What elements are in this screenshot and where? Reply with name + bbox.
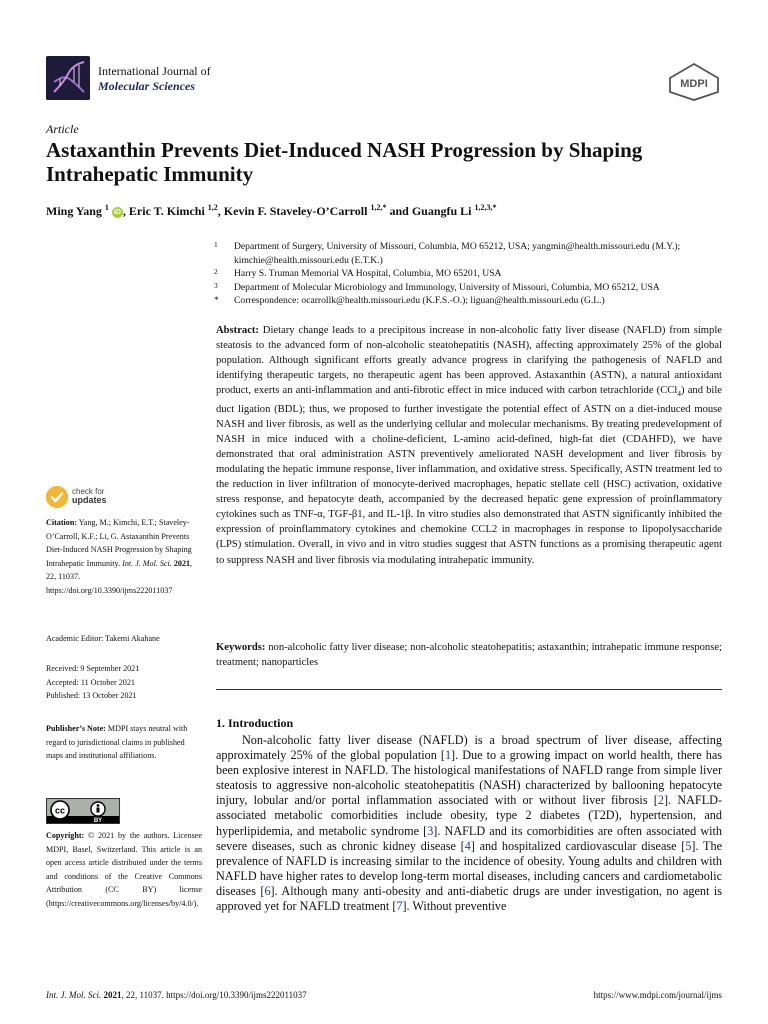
- mdpi-logo-icon: [666, 62, 722, 102]
- citation-year: 2021: [173, 558, 191, 568]
- reference-link[interactable]: 1: [444, 748, 452, 763]
- intro-text-segment: Non-alcoholic fatty liver disease (NAFLD) is a broad spectrum of liver disease, affecting approximately 25% of the global population [: [216, 733, 722, 763]
- author-name: Kevin F. Staveley-O’Carroll: [223, 204, 371, 218]
- affiliation-marker: 1: [214, 240, 218, 249]
- orcid-icon[interactable]: iD: [113, 209, 121, 216]
- abstract: [216, 323, 722, 568]
- intro-text-segment: ]. Due to a growing impact on world health, there has been explosive interest in NAFLD. The histological manifestations of NAFLD range from simple liver steatosis to aggressive non-alcoholic steatohepatitis (NASH) characterized by ballooning hepatocyte injury, lobular and/or portal inflammation associated with or without liver fibrosis [: [216, 748, 722, 808]
- check-updates-line1: check for: [72, 487, 105, 496]
- article-type: Article: [46, 122, 79, 136]
- section-divider: [216, 689, 722, 690]
- affiliation-marker: *: [214, 295, 219, 306]
- author-affiliation-marker: 1,2: [207, 203, 218, 212]
- author-affiliation-marker: 1: [104, 203, 109, 212]
- reference-link[interactable]: 6: [264, 883, 271, 898]
- footer-doi: , 22, 11037. https://doi.org/10.3390/ijms222011037: [121, 990, 307, 1000]
- by-icon-label: BY: [93, 818, 103, 823]
- footer-journal: Int. J. Mol. Sci.: [46, 990, 102, 1000]
- author-name: Eric T. Kimchi: [128, 204, 208, 218]
- affiliation-text: Department of Surgery, University of Missouri, Columbia, MO 65212, USA; yangmin@health.missouri.edu (M.Y.); kimchie@health.missouri.edu (E.T.K.): [234, 241, 681, 266]
- affiliations: [214, 240, 734, 308]
- reference-link[interactable]: 2: [657, 793, 664, 808]
- publisher-note-label: Publisher’s Note:: [46, 724, 106, 733]
- affiliation-marker: 3: [214, 280, 218, 290]
- author-name: Ming Yang: [46, 204, 105, 218]
- citation-tail: , 22, 11037. https://doi.org/10.3390/ijms222011037: [46, 558, 193, 595]
- publication-dates: [46, 662, 202, 703]
- intro-text-segment: ]. Although many anti-obesity and anti-diabetic drugs are under investigation, no agent is approved yet for NAFLD treatment [: [216, 883, 722, 914]
- author-separator: ,: [217, 204, 224, 218]
- reference-link[interactable]: 7: [396, 899, 403, 914]
- author-separator: ,: [122, 204, 129, 218]
- affiliation-item: [214, 281, 734, 295]
- footer-year: 2021: [103, 990, 122, 1000]
- check-updates-line2: updates: [72, 495, 107, 505]
- intro-text-segment: ] and hospitalized cardiovascular disease [: [470, 838, 686, 853]
- keywords-text: non-alcoholic fatty liver disease; non-alcoholic steatohepatitis; astaxanthin; intrahepatic immune response; treatment; nanoparticles: [216, 642, 722, 669]
- copyright-label: Copyright:: [46, 831, 85, 840]
- date-accepted: Accepted: 11 October 2021: [46, 677, 135, 687]
- journal-name-line1: International Journal of: [98, 64, 211, 78]
- affiliation-text: Department of Molecular Microbiology and Immunology, University of Missouri, Columbia, MO 65212, USA: [234, 281, 660, 293]
- affiliation-item: [214, 294, 734, 308]
- affiliation-text: Correspondence: ocarrollk@health.missouri.edu (K.F.S.-O.); liguan@health.missouri.edu (G.L.): [234, 295, 605, 306]
- cc-icon-label: cc: [54, 805, 66, 816]
- author-affiliation-marker: 1,2,3,*: [474, 203, 497, 212]
- mdpi-logo-text: MDPI: [680, 78, 708, 90]
- reference-link[interactable]: 5: [685, 838, 692, 853]
- affiliation-item: [214, 267, 734, 281]
- abstract-subscript: 4: [677, 389, 682, 399]
- author-list: [46, 203, 497, 219]
- author-affiliation-marker: 1,2,*: [370, 203, 387, 212]
- journal-name: [98, 64, 211, 94]
- date-received: Received: 9 September 2021: [46, 664, 140, 673]
- publisher-note-text: MDPI stays neutral with regard to jurisdictional claims in published maps and institutional affiliations.: [46, 724, 188, 760]
- citation-text: Yang, M.; Kimchi, E.T.; Staveley-O’Carroll, K.F.; Li, G. Astaxanthin Prevents Diet-Induced NASH Progression by Shaping Intrahepatic Immunity.: [46, 518, 192, 568]
- intro-text-segment: ]. NAFLD and its comorbidities are often associated with severe diseases, such as chronic kidney disease [: [216, 823, 722, 853]
- intro-text-segment: ]. NAFLD-associated metabolic comorbidities include obesity, type 2 diabetes (T2D), hypertension, and hyperlipidemia, and metabolic syndrome [: [216, 793, 723, 838]
- intro-text-segment: ]. Without preventive: [402, 899, 507, 914]
- copyright-text: © 2021 by the authors. Licensee MDPI, Basel, Switzerland. This article is an open access article distributed under the terms and conditions of the Creative Commons Attribution (CC BY) license (https://creativecommons.org/licenses/by/4.0/).: [46, 831, 202, 908]
- publisher-note: [46, 722, 202, 763]
- citation-label: Citation:: [46, 518, 78, 527]
- citation-block: [46, 516, 202, 597]
- journal-logo-icon: [46, 56, 90, 100]
- academic-editor: Academic Editor: Takemi Akahane: [46, 634, 160, 643]
- section-heading-introduction: 1. Introduction: [216, 716, 294, 730]
- author-separator: and: [386, 204, 412, 218]
- reference-link[interactable]: 4: [464, 838, 471, 853]
- article-title: Astaxanthin Prevents Diet-Induced NASH Progression by Shaping Intrahepatic Immunity: [46, 138, 643, 186]
- check-updates-icon: [46, 486, 68, 508]
- citation-journal: Int. J. Mol. Sci.: [122, 558, 172, 568]
- footer-journal-url[interactable]: https://www.mdpi.com/journal/ijms: [593, 990, 722, 1000]
- introduction-paragraph: [216, 733, 722, 914]
- copyright-notice: [46, 829, 202, 910]
- intro-text-segment: ]. The prevalence of NAFLD is increasing similar to the incidence of obesity. Young adults and children with NAFLD have higher rates to develop long-term mortal diseases, including cancers and cardiometabolic diseases [: [216, 838, 722, 898]
- journal-name-line2: Molecular Sciences: [98, 79, 195, 93]
- author-name: Guangfu Li: [411, 204, 475, 218]
- keywords-label: Keywords:: [216, 642, 266, 653]
- affiliation-item: [214, 240, 734, 267]
- abstract-label: Abstract:: [216, 325, 259, 336]
- check-updates-text: [72, 487, 107, 505]
- cc-by-license-icon[interactable]: [46, 798, 120, 824]
- abstract-text-part2: ) and bile duct ligation (BDL); thus, we proposed to further investigate the potential effect of ASTN on a diet-induced mouse NASH and liver fibrosis, as well as the underlying cellular and molecular mechanisms. By treating predevelopment of NASH in mice induced with a choline-deficient, L-amino acid-defined, high-fat diet (CDAHFD), we have demonstrated that oral administration ASTN preventively ameliorated NASH development and liver fibrosis by modulating the hepatic immune response, liver inflammation, and oxidative stress. Specifically, ASTN treatment led to the reduction in liver infiltration of monocyte-derived macrophages, hepatic stellate cell (HSC) activation, oxidative stress response, and hepatocyte death, accompanied by the decreased hepatic gene expression of proinflammatory cytokines such as TNF-α, TGF-β1, and IL-1β. In vitro studies also demonstrated that ASTN significantly inhibited the expression of proinflammatory cytokines and chemokine CCL2 in macrophages in response to lipopolysaccharide (LPS) stimulation. Overall, in vivo and in vitro studies suggest that ASTN functions as a promising therapeutic agent to suppress NASH and liver fibrosis via modulating intrahepatic immunity.: [216, 385, 722, 566]
- keywords: [216, 640, 722, 670]
- affiliation-text: Harry S. Truman Memorial VA Hospital, Columbia, MO 65201, USA: [234, 268, 502, 279]
- affiliation-marker: 2: [214, 267, 218, 276]
- footer-citation: [46, 990, 307, 1000]
- reference-link[interactable]: 3: [427, 823, 434, 838]
- abstract-text-part1: Dietary change leads to a precipitous increase in non-alcoholic fatty liver disease (NAFLD) from simple steatosis to the advanced form of non-alcoholic steatohepatitis (NASH), affecting approximately 25% of the global population. Although significant efforts greatly advance progress in clarifying the pathogenesis of NAFLD and identifying therapeutic targets, no therapeutic agent has been approved. Astaxanthin (ASTN), a natural antioxidant product, exerts an anti-inflammation and anti-fibrotic effect in mice induced with carbon tetrachloride (CCl: [216, 325, 722, 397]
- date-published: Published: 13 October 2021: [46, 691, 137, 700]
